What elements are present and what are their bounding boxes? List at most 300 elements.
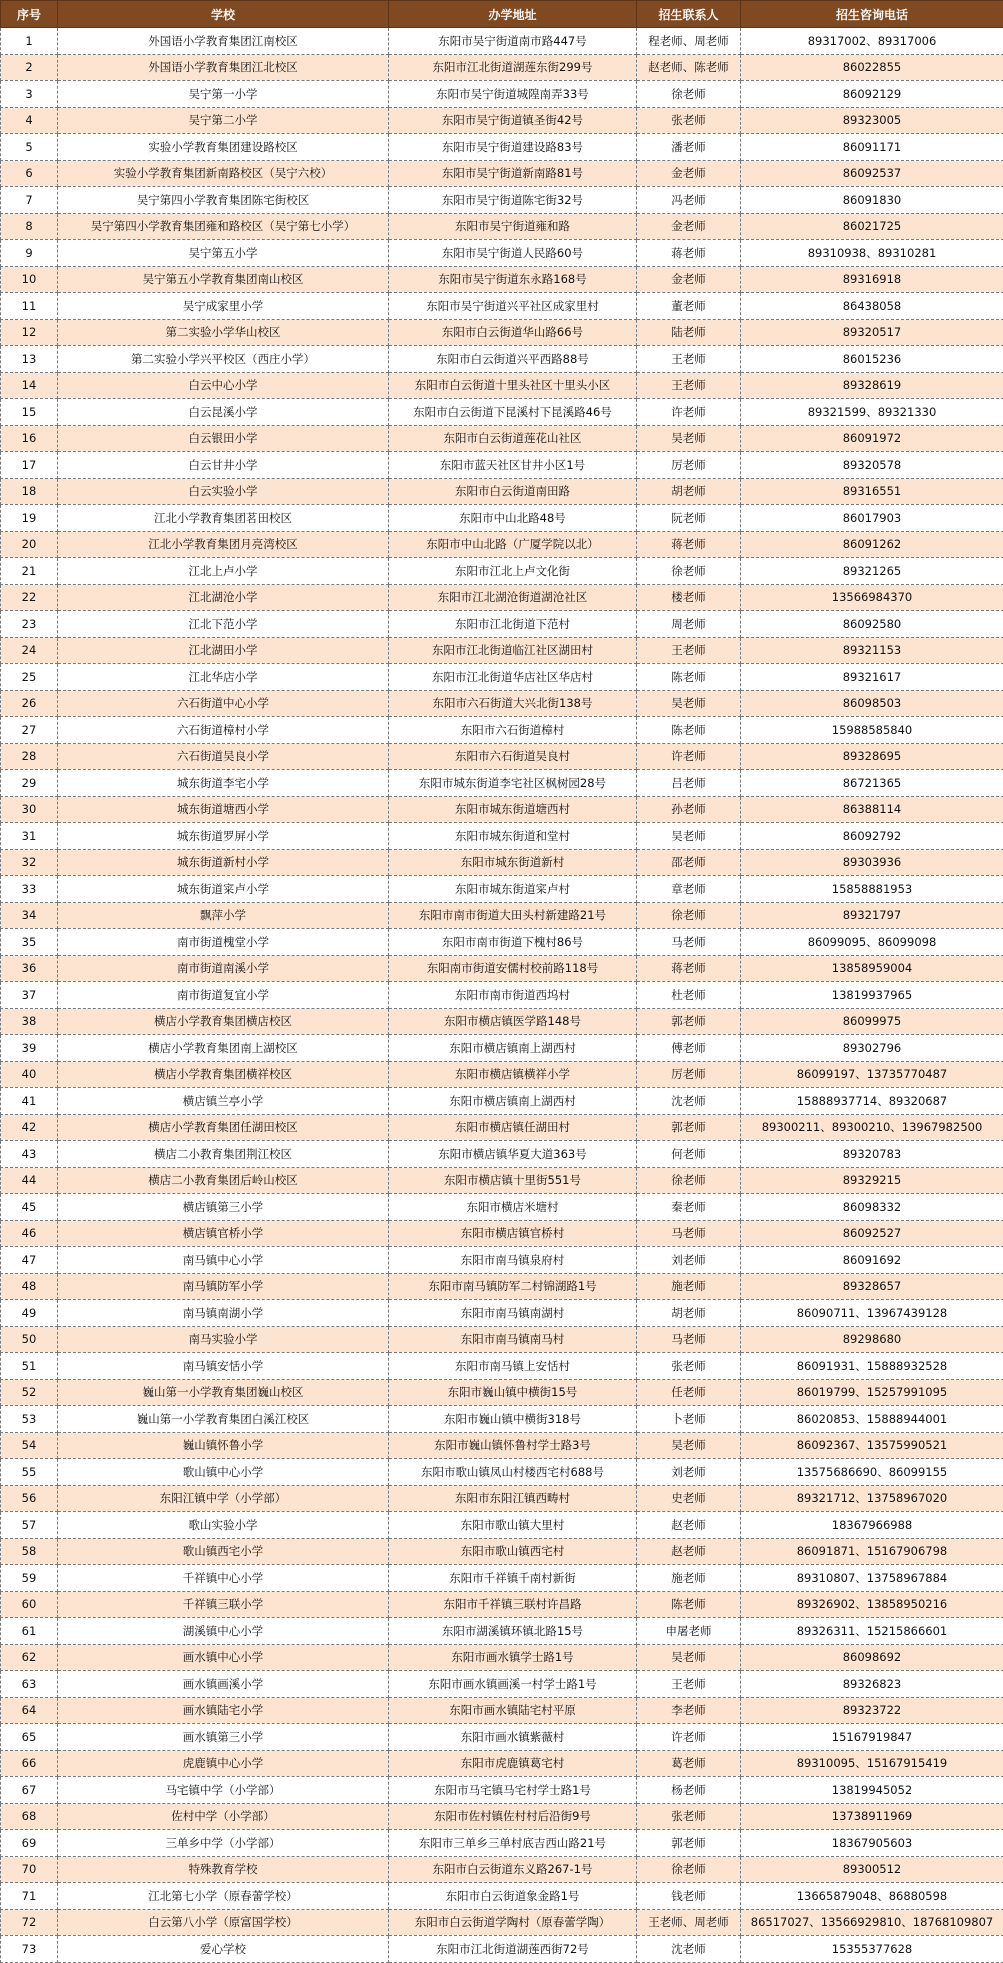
cell-index: 23 <box>1 611 58 638</box>
cell-contact: 沈老师 <box>637 1088 741 1115</box>
cell-phone: 89302796 <box>741 1035 1003 1062</box>
table-row <box>1 1300 1003 1327</box>
cell-index: 37 <box>1 982 58 1009</box>
cell-index: 68 <box>1 1803 58 1830</box>
table-body <box>1 28 1003 1963</box>
table-row <box>1 1114 1003 1141</box>
cell-contact: 徐老师 <box>637 1167 741 1194</box>
cell-school: 巍山镇怀鲁小学 <box>58 1432 389 1459</box>
cell-address: 东阳市吴宁街道新南路81号 <box>389 160 637 187</box>
cell-school: 画水镇中心小学 <box>58 1644 389 1671</box>
cell-index: 69 <box>1 1830 58 1857</box>
cell-school: 爱心学校 <box>58 1936 389 1963</box>
cell-address: 东阳市吴宁街道东永路168号 <box>389 266 637 293</box>
cell-school: 城东街道寀卢小学 <box>58 876 389 903</box>
table-row <box>1 1061 1003 1088</box>
table-row <box>1 664 1003 691</box>
cell-phone: 15988585840 <box>741 717 1003 744</box>
cell-address: 东阳市六石街道樟村 <box>389 717 637 744</box>
cell-phone: 89320578 <box>741 452 1003 479</box>
table-row <box>1 213 1003 240</box>
cell-index: 59 <box>1 1565 58 1592</box>
cell-contact: 陈老师 <box>637 717 741 744</box>
cell-address: 东阳市江北街道湖莲东街299号 <box>389 54 637 81</box>
cell-phone: 86015236 <box>741 346 1003 373</box>
header-address: 办学地址 <box>389 1 637 28</box>
table-row <box>1 452 1003 479</box>
cell-contact: 马老师 <box>637 1326 741 1353</box>
cell-school: 江北小学教育集团茗田校区 <box>58 505 389 532</box>
cell-contact: 张老师 <box>637 107 741 134</box>
cell-index: 46 <box>1 1220 58 1247</box>
cell-index: 58 <box>1 1538 58 1565</box>
table-row <box>1 54 1003 81</box>
cell-school: 佐村中学（小学部） <box>58 1803 389 1830</box>
cell-phone: 86092367、13575990521 <box>741 1432 1003 1459</box>
cell-school: 南马镇中心小学 <box>58 1247 389 1274</box>
cell-address: 东阳市吴宁街道雍和路 <box>389 213 637 240</box>
cell-school: 横店小学教育集团南上湖校区 <box>58 1035 389 1062</box>
cell-phone: 86017903 <box>741 505 1003 532</box>
table-row <box>1 770 1003 797</box>
cell-address: 东阳市吴宁街道兴平社区成家里村 <box>389 293 637 320</box>
cell-school: 实验小学教育集团建设路校区 <box>58 134 389 161</box>
cell-address: 东阳市江北湖沧街道湖沧社区 <box>389 584 637 611</box>
table-row <box>1 1035 1003 1062</box>
table-row <box>1 1141 1003 1168</box>
cell-contact: 董老师 <box>637 293 741 320</box>
cell-phone: 13738911969 <box>741 1803 1003 1830</box>
cell-address: 东阳市南马镇南湖村 <box>389 1300 637 1327</box>
cell-address: 东阳市南马镇防军二村锦湖路1号 <box>389 1273 637 1300</box>
cell-contact: 蒋老师 <box>637 955 741 982</box>
header-school: 学校 <box>58 1 389 28</box>
table-row <box>1 293 1003 320</box>
table-row <box>1 1379 1003 1406</box>
table-row <box>1 849 1003 876</box>
cell-contact: 杨老师 <box>637 1777 741 1804</box>
cell-index: 38 <box>1 1008 58 1035</box>
cell-index: 42 <box>1 1114 58 1141</box>
cell-phone: 89323722 <box>741 1697 1003 1724</box>
cell-school: 第二实验小学华山校区 <box>58 319 389 346</box>
cell-contact: 郭老师 <box>637 1830 741 1857</box>
cell-contact: 金老师 <box>637 160 741 187</box>
table-row <box>1 1432 1003 1459</box>
cell-address: 东阳市湖溪镇环镇北路15号 <box>389 1618 637 1645</box>
cell-contact: 许老师 <box>637 743 741 770</box>
cell-phone: 89303936 <box>741 849 1003 876</box>
cell-contact: 王老师 <box>637 346 741 373</box>
table-row <box>1 1565 1003 1592</box>
cell-address: 东阳市吴宁街道建设路83号 <box>389 134 637 161</box>
cell-contact: 厉老师 <box>637 452 741 479</box>
cell-school: 吴宁成家里小学 <box>58 293 389 320</box>
cell-address: 东阳市白云街道兴平西路88号 <box>389 346 637 373</box>
cell-phone: 86021725 <box>741 213 1003 240</box>
cell-contact: 吴老师 <box>637 1644 741 1671</box>
cell-phone: 86019799、15257991095 <box>741 1379 1003 1406</box>
cell-address: 东阳市城东街道寀卢村 <box>389 876 637 903</box>
cell-address: 东阳市虎鹿镇葛宅村 <box>389 1750 637 1777</box>
cell-phone: 89320517 <box>741 319 1003 346</box>
cell-address: 东阳市南市街道下槐村86号 <box>389 929 637 956</box>
cell-school: 马宅镇中学（小学部） <box>58 1777 389 1804</box>
cell-school: 飘萍小学 <box>58 902 389 929</box>
cell-address: 东阳市江北街道临江社区湖田村 <box>389 637 637 664</box>
cell-contact: 徐老师 <box>637 81 741 108</box>
table-row <box>1 1326 1003 1353</box>
cell-contact: 胡老师 <box>637 478 741 505</box>
cell-index: 72 <box>1 1909 58 1936</box>
cell-phone: 89328619 <box>741 372 1003 399</box>
cell-index: 53 <box>1 1406 58 1433</box>
cell-school: 巍山第一小学教育集团白溪江校区 <box>58 1406 389 1433</box>
cell-address: 东阳市六石街道大兴北街138号 <box>389 690 637 717</box>
cell-phone: 86092792 <box>741 823 1003 850</box>
cell-contact: 赵老师、陈老师 <box>637 54 741 81</box>
cell-index: 25 <box>1 664 58 691</box>
cell-address: 东阳市江北街道下范村 <box>389 611 637 638</box>
cell-address: 东阳市横店镇十里街551号 <box>389 1167 637 1194</box>
cell-address: 东阳市歌山镇凤山村楼西宅村688号 <box>389 1459 637 1486</box>
header-contact: 招生联系人 <box>637 1 741 28</box>
table-row <box>1 28 1003 55</box>
cell-school: 南市街道槐堂小学 <box>58 929 389 956</box>
cell-index: 60 <box>1 1591 58 1618</box>
table-row <box>1 558 1003 585</box>
cell-address: 东阳市蓝天社区甘井小区1号 <box>389 452 637 479</box>
table-header-row <box>1 1 1003 28</box>
cell-contact: 许老师 <box>637 399 741 426</box>
cell-phone: 89328695 <box>741 743 1003 770</box>
cell-school: 白云甘井小学 <box>58 452 389 479</box>
cell-school: 江北湖田小学 <box>58 637 389 664</box>
cell-phone: 89326311、15215866601 <box>741 1618 1003 1645</box>
table-row <box>1 690 1003 717</box>
cell-phone: 89320783 <box>741 1141 1003 1168</box>
table-row <box>1 955 1003 982</box>
cell-index: 40 <box>1 1061 58 1088</box>
cell-contact: 王老师、周老师 <box>637 1909 741 1936</box>
cell-index: 35 <box>1 929 58 956</box>
cell-address: 东阳市东阳江镇西畴村 <box>389 1485 637 1512</box>
cell-contact: 吴老师 <box>637 690 741 717</box>
cell-contact: 葛老师 <box>637 1750 741 1777</box>
cell-school: 南市街道南溪小学 <box>58 955 389 982</box>
cell-address: 东阳市吴宁街道陈宅街32号 <box>389 187 637 214</box>
table-row <box>1 611 1003 638</box>
cell-school: 歌山镇西宅小学 <box>58 1538 389 1565</box>
table-row <box>1 1247 1003 1274</box>
cell-school: 白云银田小学 <box>58 425 389 452</box>
cell-contact: 徐老师 <box>637 902 741 929</box>
cell-school: 江北上卢小学 <box>58 558 389 585</box>
cell-phone: 13819945052 <box>741 1777 1003 1804</box>
table-row <box>1 266 1003 293</box>
table-row <box>1 1088 1003 1115</box>
cell-school: 横店镇官桥小学 <box>58 1220 389 1247</box>
table-row <box>1 1485 1003 1512</box>
table-row <box>1 1750 1003 1777</box>
cell-phone: 86091871、15167906798 <box>741 1538 1003 1565</box>
cell-contact: 金老师 <box>637 266 741 293</box>
cell-address: 东阳市横店镇南上湖西村 <box>389 1035 637 1062</box>
cell-index: 50 <box>1 1326 58 1353</box>
cell-index: 71 <box>1 1883 58 1910</box>
cell-contact: 楼老师 <box>637 584 741 611</box>
table-row <box>1 1008 1003 1035</box>
cell-contact: 施老师 <box>637 1273 741 1300</box>
cell-school: 歌山镇中心小学 <box>58 1459 389 1486</box>
table-row <box>1 319 1003 346</box>
cell-school: 吴宁第二小学 <box>58 107 389 134</box>
cell-address: 东阳市巍山镇怀鲁村学士路3号 <box>389 1432 637 1459</box>
cell-school: 城东街道新村小学 <box>58 849 389 876</box>
cell-school: 白云第八小学（原富国学校） <box>58 1909 389 1936</box>
cell-contact: 潘老师 <box>637 134 741 161</box>
cell-index: 48 <box>1 1273 58 1300</box>
cell-contact: 邵老师 <box>637 849 741 876</box>
cell-school: 画水镇第三小学 <box>58 1724 389 1751</box>
cell-school: 城东街道李宅小学 <box>58 770 389 797</box>
cell-school: 横店小学教育集团横祥校区 <box>58 1061 389 1088</box>
cell-phone: 89321797 <box>741 902 1003 929</box>
cell-address: 东阳市白云街道下昆溪村下昆溪路46号 <box>389 399 637 426</box>
cell-phone: 89321617 <box>741 664 1003 691</box>
cell-contact: 吕老师 <box>637 770 741 797</box>
cell-contact: 蒋老师 <box>637 531 741 558</box>
cell-phone: 86091931、15888932528 <box>741 1353 1003 1380</box>
cell-phone: 89328657 <box>741 1273 1003 1300</box>
cell-school: 江北第七小学（原春蕾学校） <box>58 1883 389 1910</box>
table-row <box>1 1777 1003 1804</box>
cell-address: 东阳市南马镇上安恬村 <box>389 1353 637 1380</box>
cell-index: 41 <box>1 1088 58 1115</box>
cell-address: 东阳市横店镇医学路148号 <box>389 1008 637 1035</box>
cell-contact: 孙老师 <box>637 796 741 823</box>
cell-index: 20 <box>1 531 58 558</box>
table-row <box>1 1273 1003 1300</box>
cell-contact: 厉老师 <box>637 1061 741 1088</box>
cell-school: 千祥镇中心小学 <box>58 1565 389 1592</box>
cell-index: 12 <box>1 319 58 346</box>
cell-phone: 86092537 <box>741 160 1003 187</box>
cell-contact: 任老师 <box>637 1379 741 1406</box>
cell-address: 东阳市吴宁街道城隍南弄33号 <box>389 81 637 108</box>
cell-phone: 89321599、89321330 <box>741 399 1003 426</box>
cell-index: 34 <box>1 902 58 929</box>
table-row <box>1 876 1003 903</box>
cell-address: 东阳市白云街道东义路267-1号 <box>389 1856 637 1883</box>
table-row <box>1 134 1003 161</box>
table-row <box>1 187 1003 214</box>
cell-index: 14 <box>1 372 58 399</box>
cell-phone: 86721365 <box>741 770 1003 797</box>
cell-address: 东阳市白云街道华山路66号 <box>389 319 637 346</box>
cell-address: 东阳市画水镇画溪一村学士路1号 <box>389 1671 637 1698</box>
cell-index: 43 <box>1 1141 58 1168</box>
cell-phone: 89316918 <box>741 266 1003 293</box>
table-row <box>1 1459 1003 1486</box>
cell-index: 9 <box>1 240 58 267</box>
table-row <box>1 1856 1003 1883</box>
cell-phone: 13858959004 <box>741 955 1003 982</box>
table-row <box>1 637 1003 664</box>
cell-school: 横店二小教育集团后岭山校区 <box>58 1167 389 1194</box>
cell-address: 东阳市画水镇陆宅村平原 <box>389 1697 637 1724</box>
cell-index: 56 <box>1 1485 58 1512</box>
cell-phone: 89316551 <box>741 478 1003 505</box>
cell-address: 东阳南市街道安儒村校前路118号 <box>389 955 637 982</box>
cell-index: 27 <box>1 717 58 744</box>
cell-phone: 86020853、15888944001 <box>741 1406 1003 1433</box>
cell-phone: 86099095、86099098 <box>741 929 1003 956</box>
table-row <box>1 1936 1003 1963</box>
cell-address: 东阳市江北街道华店社区华店村 <box>389 664 637 691</box>
table-row <box>1 1167 1003 1194</box>
cell-phone: 89326902、13858950216 <box>741 1591 1003 1618</box>
cell-phone: 15355377628 <box>741 1936 1003 1963</box>
cell-school: 横店镇兰亭小学 <box>58 1088 389 1115</box>
cell-index: 39 <box>1 1035 58 1062</box>
cell-contact: 李老师 <box>637 1697 741 1724</box>
cell-contact: 冯老师 <box>637 187 741 214</box>
cell-address: 东阳市横店镇南上湖西村 <box>389 1088 637 1115</box>
cell-phone: 89317002、89317006 <box>741 28 1003 55</box>
cell-phone: 86388114 <box>741 796 1003 823</box>
table-row <box>1 982 1003 1009</box>
cell-phone: 89300211、89300210、13967982500 <box>741 1114 1003 1141</box>
cell-contact: 刘老师 <box>637 1459 741 1486</box>
cell-index: 24 <box>1 637 58 664</box>
cell-index: 52 <box>1 1379 58 1406</box>
table-row <box>1 478 1003 505</box>
table-row <box>1 902 1003 929</box>
cell-school: 吴宁第四小学教育集团陈宅街校区 <box>58 187 389 214</box>
cell-phone: 89298680 <box>741 1326 1003 1353</box>
cell-index: 73 <box>1 1936 58 1963</box>
cell-index: 22 <box>1 584 58 611</box>
cell-phone: 89310938、89310281 <box>741 240 1003 267</box>
cell-index: 6 <box>1 160 58 187</box>
cell-contact: 秦老师 <box>637 1194 741 1221</box>
table-row <box>1 1618 1003 1645</box>
cell-address: 东阳市横店镇横祥小学 <box>389 1061 637 1088</box>
table-row <box>1 1671 1003 1698</box>
cell-phone: 18367905603 <box>741 1830 1003 1857</box>
cell-address: 东阳市千祥镇千南村新街 <box>389 1565 637 1592</box>
cell-school: 六石街道樟村小学 <box>58 717 389 744</box>
cell-school: 白云中心小学 <box>58 372 389 399</box>
cell-school: 实验小学教育集团新南路校区（吴宁六校） <box>58 160 389 187</box>
cell-school: 横店小学教育集团横店校区 <box>58 1008 389 1035</box>
cell-school: 江北湖沧小学 <box>58 584 389 611</box>
cell-phone: 86091171 <box>741 134 1003 161</box>
cell-contact: 徐老师 <box>637 1856 741 1883</box>
cell-school: 江北下范小学 <box>58 611 389 638</box>
cell-phone: 13566984370 <box>741 584 1003 611</box>
table-row <box>1 823 1003 850</box>
cell-contact: 周老师 <box>637 611 741 638</box>
cell-contact: 傅老师 <box>637 1035 741 1062</box>
cell-index: 47 <box>1 1247 58 1274</box>
table-row <box>1 1883 1003 1910</box>
cell-address: 东阳市中山北路（广厦学院以北） <box>389 531 637 558</box>
cell-index: 26 <box>1 690 58 717</box>
cell-index: 11 <box>1 293 58 320</box>
cell-index: 30 <box>1 796 58 823</box>
cell-address: 东阳市白云街道象金路1号 <box>389 1883 637 1910</box>
cell-index: 17 <box>1 452 58 479</box>
cell-school: 六石街道中心小学 <box>58 690 389 717</box>
cell-index: 21 <box>1 558 58 585</box>
cell-school: 横店镇第三小学 <box>58 1194 389 1221</box>
cell-index: 32 <box>1 849 58 876</box>
cell-school: 湖溪镇中心小学 <box>58 1618 389 1645</box>
cell-school: 第二实验小学兴平校区（西庄小学） <box>58 346 389 373</box>
cell-school: 白云昆溪小学 <box>58 399 389 426</box>
cell-address: 东阳市南市街道西坞村 <box>389 982 637 1009</box>
cell-index: 33 <box>1 876 58 903</box>
cell-contact: 吴老师 <box>637 425 741 452</box>
cell-index: 66 <box>1 1750 58 1777</box>
cell-phone: 86517027、13566929810、18768109807 <box>741 1909 1003 1936</box>
cell-contact: 王老师 <box>637 1671 741 1698</box>
table-row <box>1 107 1003 134</box>
cell-address: 东阳市白云街道学陶村（原春蕾学陶） <box>389 1909 637 1936</box>
cell-school: 江北小学教育集团月亮湾校区 <box>58 531 389 558</box>
cell-contact: 程老师、周老师 <box>637 28 741 55</box>
cell-index: 44 <box>1 1167 58 1194</box>
cell-contact: 杜老师 <box>637 982 741 1009</box>
cell-school: 虎鹿镇中心小学 <box>58 1750 389 1777</box>
cell-phone: 86090711、13967439128 <box>741 1300 1003 1327</box>
cell-phone: 89321712、13758967020 <box>741 1485 1003 1512</box>
cell-school: 横店二小教育集团荆江校区 <box>58 1141 389 1168</box>
table-row <box>1 1803 1003 1830</box>
cell-school: 外国语小学教育集团江北校区 <box>58 54 389 81</box>
cell-contact: 郭老师 <box>637 1008 741 1035</box>
cell-contact: 张老师 <box>637 1353 741 1380</box>
cell-address: 东阳市歌山镇大里村 <box>389 1512 637 1539</box>
cell-contact: 陈老师 <box>637 664 741 691</box>
table-row <box>1 929 1003 956</box>
cell-school: 江北华店小学 <box>58 664 389 691</box>
cell-index: 62 <box>1 1644 58 1671</box>
cell-school: 城东街道罗屏小学 <box>58 823 389 850</box>
table-row <box>1 1353 1003 1380</box>
cell-address: 东阳市三单乡三单村底吉西山路21号 <box>389 1830 637 1857</box>
cell-address: 东阳市白云街道莲花山社区 <box>389 425 637 452</box>
cell-contact: 张老师 <box>637 1803 741 1830</box>
cell-address: 东阳市歌山镇西宅村 <box>389 1538 637 1565</box>
cell-contact: 施老师 <box>637 1565 741 1592</box>
cell-index: 5 <box>1 134 58 161</box>
cell-address: 东阳市巍山镇中横街318号 <box>389 1406 637 1433</box>
cell-index: 13 <box>1 346 58 373</box>
cell-phone: 15167919847 <box>741 1724 1003 1751</box>
cell-index: 36 <box>1 955 58 982</box>
cell-index: 64 <box>1 1697 58 1724</box>
cell-school: 外国语小学教育集团江南校区 <box>58 28 389 55</box>
cell-phone: 86091692 <box>741 1247 1003 1274</box>
cell-school: 巍山第一小学教育集团巍山校区 <box>58 1379 389 1406</box>
cell-phone: 89321265 <box>741 558 1003 585</box>
cell-phone: 86098503 <box>741 690 1003 717</box>
cell-phone: 13819937965 <box>741 982 1003 1009</box>
cell-contact: 史老师 <box>637 1485 741 1512</box>
